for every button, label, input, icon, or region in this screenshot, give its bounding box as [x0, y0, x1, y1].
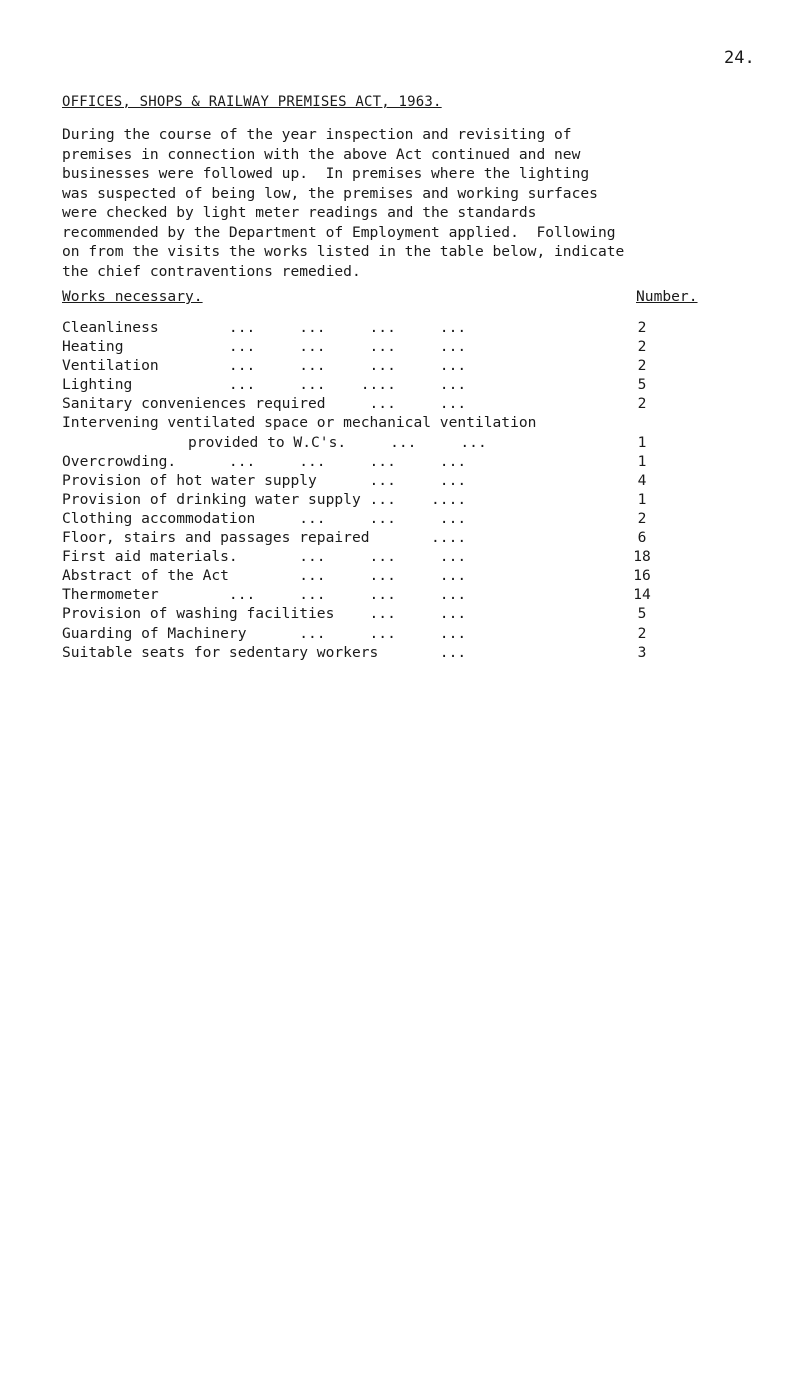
row-value: 2 [637, 395, 647, 413]
table-row [62, 547, 662, 566]
table-row [62, 604, 662, 623]
row-label: Provision of drinking water supply ... .... [62, 490, 467, 508]
row-label: Intervening ventilated space or mechanical ventilation [62, 414, 537, 432]
row-value: 18 [633, 548, 651, 566]
table-row [62, 585, 662, 604]
row-value: 14 [633, 586, 651, 604]
row-value: 5 [637, 605, 647, 623]
table-row [62, 318, 662, 337]
row-label: Floor, stairs and passages repaired .... [62, 529, 467, 547]
works-column-header: Works necessary. [62, 288, 203, 305]
page-number: 24. [724, 48, 755, 68]
table-row [62, 471, 662, 490]
works-table [62, 318, 662, 662]
row-label: Abstract of the Act ... ... ... [62, 567, 467, 585]
document-heading: OFFICES, SHOPS & RAILWAY PREMISES ACT, 1963. [62, 94, 442, 110]
row-label: Clothing accommodation ... ... ... [62, 509, 467, 527]
table-row [62, 528, 662, 547]
intro-line: premises in connection with the above Act continued and new [62, 145, 581, 163]
number-column-header: Number. [636, 288, 698, 305]
row-label: Thermometer ... ... ... ... [62, 586, 467, 604]
intro-paragraph [62, 125, 752, 281]
row-value: 2 [637, 357, 647, 375]
intro-line: recommended by the Department of Employment applied. Following [62, 223, 616, 241]
row-label: provided to W.C's. ... ... [188, 433, 487, 451]
table-row [62, 413, 662, 432]
table-row [62, 394, 662, 413]
intro-line: were checked by light meter readings and the standards [62, 204, 537, 221]
intro-line: was suspected of being low, the premises and working surfaces [62, 184, 598, 202]
row-label: Sanitary conveniences required ... ... [62, 395, 467, 413]
table-row [62, 643, 662, 662]
table-row [62, 452, 662, 471]
row-value: 5 [637, 376, 647, 394]
table-row [62, 509, 662, 528]
row-label: Guarding of Machinery ... ... ... [62, 624, 467, 642]
row-value: 1 [637, 452, 647, 470]
table-row [62, 356, 662, 375]
table-row [62, 490, 662, 509]
table-row [62, 624, 662, 643]
intro-line: on from the visits the works listed in the table below, indicate [62, 243, 625, 260]
intro-line: During the course of the year inspection and revisiting of [62, 126, 572, 143]
row-label: Provision of washing facilities ... ... [62, 605, 467, 623]
row-value: 4 [637, 471, 647, 489]
row-label: Overcrowding. ... ... ... ... [62, 452, 467, 470]
row-label: First aid materials. ... ... ... [62, 548, 467, 566]
row-value: 1 [637, 490, 647, 508]
row-value: 16 [633, 567, 651, 585]
table-row [62, 375, 662, 394]
intro-line: the chief contraventions remedied. [62, 262, 361, 280]
row-label: Ventilation ... ... ... ... [62, 357, 467, 375]
row-value: 2 [637, 319, 647, 336]
row-label: Lighting ... ... .... ... [62, 376, 467, 394]
row-value: 2 [637, 509, 647, 527]
row-label: Provision of hot water supply ... ... [62, 471, 467, 489]
intro-line: businesses were followed up. In premises where the lighting [62, 165, 590, 182]
table-row [62, 337, 662, 356]
row-value: 6 [637, 529, 647, 547]
table-row [62, 566, 662, 585]
row-value: 2 [637, 338, 647, 356]
row-label: Suitable seats for sedentary workers ... [62, 643, 467, 661]
row-label: Heating ... ... ... ... [62, 338, 467, 356]
row-value: 1 [637, 433, 647, 451]
row-label: Cleanliness ... ... ... ... [62, 319, 467, 336]
row-value: 2 [637, 624, 647, 642]
row-value: 3 [637, 643, 647, 661]
table-row [62, 433, 662, 452]
